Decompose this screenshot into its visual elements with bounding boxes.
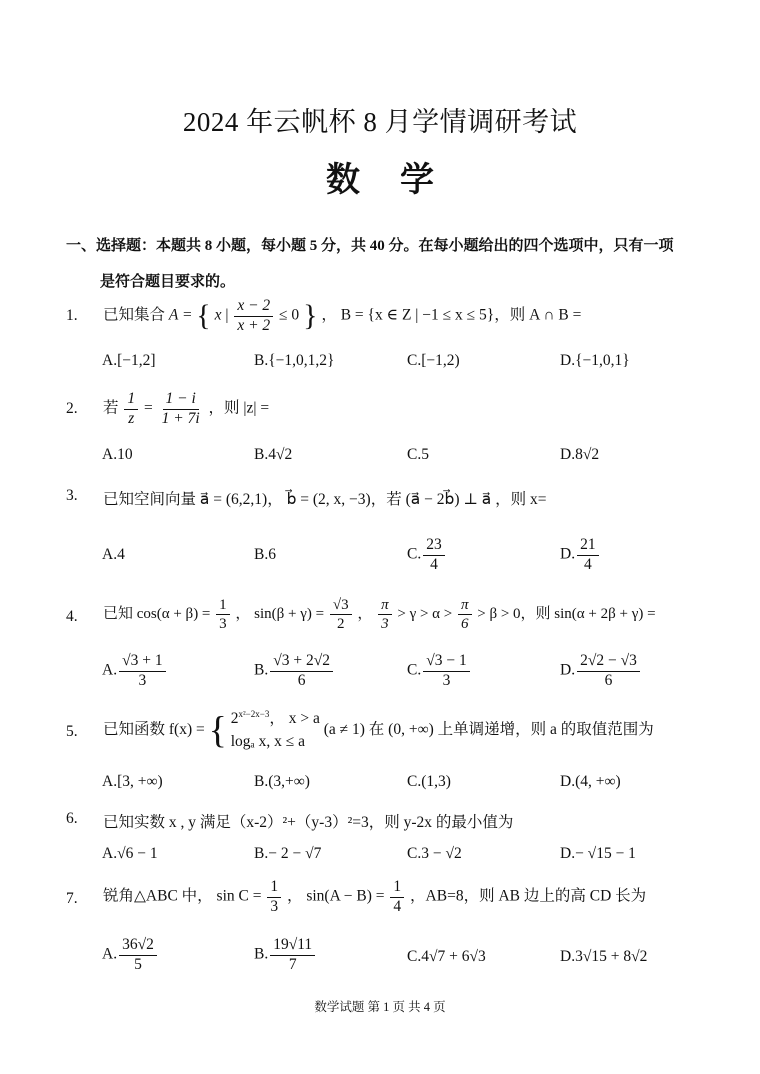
question-stem xyxy=(103,390,269,428)
stem-text: 锐角△ABC 中， sin C = xyxy=(103,887,262,905)
fraction-numerator: 1 − i xyxy=(163,390,199,410)
fraction-numerator: √3 + 2√2 xyxy=(270,652,333,672)
section-heading xyxy=(66,228,706,300)
stem-text: ， sin(A − B) = xyxy=(286,887,385,905)
option-c[interactable]: C.3 − √2 xyxy=(407,845,462,862)
option-d[interactable]: D.{−1,0,1} xyxy=(560,352,630,369)
question-stem xyxy=(103,878,646,916)
option-c[interactable]: C.5 xyxy=(407,446,429,463)
fraction-denominator: 3 xyxy=(219,616,227,632)
set-a-var: x xyxy=(214,306,222,324)
fraction xyxy=(159,390,203,428)
question-number: 7. xyxy=(66,890,78,907)
fraction-denominator: 4 xyxy=(430,555,438,573)
stem-text: ， sin(β + γ) = xyxy=(235,605,325,622)
fraction-denominator: x + 2 xyxy=(237,316,271,334)
right-brace-icon: } xyxy=(303,299,318,333)
fraction-denominator: 6 xyxy=(297,671,306,689)
set-b-text: ， B = {x ∈ Z | −1 ≤ x ≤ 5}，则 A ∩ B = xyxy=(321,306,582,324)
option-b[interactable]: B.4√2 xyxy=(254,446,293,463)
question-number: 3. xyxy=(66,487,78,504)
fraction-numerator: π xyxy=(378,596,392,615)
option-b[interactable]: B.6 xyxy=(254,546,276,563)
question-number: 2. xyxy=(66,400,78,417)
fraction-numerator: 36√2 xyxy=(119,936,157,956)
stem-text: ， xyxy=(357,605,373,622)
fraction-numerator: 1 xyxy=(216,596,230,615)
option-label: D. xyxy=(560,661,576,679)
fraction-numerator: 1 xyxy=(124,390,138,410)
option-a[interactable]: A.√6 − 1 xyxy=(102,845,158,862)
option-b[interactable]: B.− 2 − √7 xyxy=(254,845,322,862)
question-stem: 已知空间向量 a⃗ = (6,2,1)， b⃗ = (2, x, −3)，若 (a⃗ − 2b⃗) ⊥ a⃗ ，则 x= xyxy=(103,491,547,508)
option-label: B. xyxy=(254,661,269,679)
fraction-numerator: 21 xyxy=(577,536,599,556)
piecewise-function xyxy=(231,707,320,754)
piece-1 xyxy=(231,707,320,730)
question-2 xyxy=(66,390,706,430)
option-d[interactable] xyxy=(560,536,601,574)
stem-text: 已知函数 f(x) = xyxy=(103,720,205,738)
option-label: C. xyxy=(407,545,422,563)
bar-icon: | xyxy=(225,306,229,324)
question-number: 5. xyxy=(66,723,78,740)
option-a[interactable] xyxy=(102,652,168,690)
option-label: B. xyxy=(254,945,269,963)
option-d[interactable]: D.3√15 + 8√2 xyxy=(560,948,648,965)
fraction-numerator: √3 + 1 xyxy=(119,652,166,672)
fraction-numerator: π xyxy=(458,596,472,615)
page-footer: 数学试题 第 1 页 共 4 页 xyxy=(314,1000,446,1014)
left-brace-icon: { xyxy=(196,299,211,333)
option-c[interactable]: C.4√7 + 6√3 xyxy=(407,948,486,965)
question-stem xyxy=(103,707,654,754)
option-b[interactable]: B.(3,+∞) xyxy=(254,773,310,790)
fraction-denominator: 4 xyxy=(393,897,402,915)
fraction-denominator: 5 xyxy=(134,955,142,973)
option-b[interactable] xyxy=(254,936,317,974)
option-d[interactable]: D.8√2 xyxy=(560,446,600,463)
fraction-numerator: √3 xyxy=(330,596,352,615)
option-a[interactable]: A.[3, +∞) xyxy=(102,773,163,790)
question-number: 1. xyxy=(66,307,78,324)
equals-sign: = xyxy=(144,399,153,417)
stem-text: 已知集合 xyxy=(103,306,166,324)
subject-heading: 数学 xyxy=(326,162,474,199)
piece-1-exponent: x²−2x−3 xyxy=(238,708,270,719)
stem-text: ，AB=8，则 AB 边上的高 CD 长为 xyxy=(410,887,647,905)
stem-text: > β > 0，则 sin(α + 2β + γ) = xyxy=(477,605,656,622)
option-label: C. xyxy=(407,661,422,679)
fraction-denominator: 3 xyxy=(381,616,389,632)
stem-text: 已知 cos(α + β) = xyxy=(103,605,211,622)
piece-2: logₐ x, x ≤ a xyxy=(230,733,306,751)
stem-text: ，则 |z| = xyxy=(208,399,270,417)
option-d[interactable]: D.(4, +∞) xyxy=(560,773,621,790)
question-number: 4. xyxy=(66,608,78,625)
fraction-numerator: 1 xyxy=(390,878,404,898)
fraction-denominator: 1 + 7i xyxy=(161,409,200,427)
piece-1-base: 2 xyxy=(230,710,239,727)
question-stem: 已知实数 x , y 满足（x-2）²+（y-3）²=3，则 y-2x 的最小值为 xyxy=(103,814,514,831)
fraction-numerator: x − 2 xyxy=(234,297,273,317)
question-stem xyxy=(103,297,581,335)
section-line-1: 一、选择题：本题共 8 小题，每小题 5 分，共 40 分。在每小题给出的四个选项中，只有一项 xyxy=(66,238,674,254)
fraction-denominator: 6 xyxy=(604,671,613,689)
section-line-2: 是符合题目要求的。 xyxy=(100,274,236,290)
set-a-relation: ≤ 0 xyxy=(279,306,300,324)
exam-title: 2024 年云帆杯 8 月学情调研考试 xyxy=(182,107,578,137)
stem-text: > γ > α > xyxy=(397,605,453,622)
stem-text: 若 xyxy=(103,399,119,417)
set-a-fraction xyxy=(234,297,273,335)
fraction-numerator: 2√2 − √3 xyxy=(577,652,640,672)
option-label: A. xyxy=(102,945,118,963)
fraction-denominator: 4 xyxy=(583,555,592,573)
question-7 xyxy=(66,878,706,922)
fraction-denominator: 3 xyxy=(442,671,451,689)
set-a-label: A = xyxy=(168,306,197,324)
option-c[interactable] xyxy=(407,536,447,574)
option-a[interactable]: A.[−1,2] xyxy=(102,352,156,369)
fraction-numerator: 23 xyxy=(423,536,445,556)
option-b[interactable]: B.{−1,0,1,2} xyxy=(254,352,335,369)
fraction xyxy=(124,390,138,428)
question-4 xyxy=(66,596,706,640)
option-d[interactable] xyxy=(560,652,642,690)
stem-text: (a ≠ 1) 在 (0, +∞) 上单调递增，则 a 的取值范围为 xyxy=(323,720,654,738)
option-a[interactable]: A.10 xyxy=(102,446,133,463)
fraction-denominator: 6 xyxy=(460,616,469,632)
question-number: 6. xyxy=(66,810,78,827)
question-1 xyxy=(66,297,706,337)
fraction-denominator: 3 xyxy=(270,897,279,915)
question-stem xyxy=(103,596,656,633)
fraction-denominator: z xyxy=(128,409,135,427)
fraction-denominator: 3 xyxy=(138,671,147,689)
option-d[interactable]: D.− √15 − 1 xyxy=(560,845,636,862)
piece-1-condition: ， x > a xyxy=(269,710,320,727)
option-c[interactable]: C.(1,3) xyxy=(407,773,451,790)
option-c[interactable]: C.[−1,2) xyxy=(407,352,460,369)
option-a[interactable] xyxy=(102,936,159,974)
question-5 xyxy=(66,707,706,757)
fraction-numerator: √3 − 1 xyxy=(423,652,470,672)
option-b[interactable] xyxy=(254,652,335,690)
question-6 xyxy=(66,810,706,834)
question-3 xyxy=(66,487,706,511)
fraction-denominator: 7 xyxy=(288,955,297,973)
option-a[interactable]: A.4 xyxy=(102,546,125,563)
fraction-denominator: 2 xyxy=(336,616,345,632)
left-brace-icon: { xyxy=(208,709,227,752)
fraction-numerator: 19√11 xyxy=(270,936,315,956)
option-label: A. xyxy=(102,661,118,679)
option-label: D. xyxy=(560,545,576,563)
fraction-numerator: 1 xyxy=(267,878,281,898)
option-c[interactable] xyxy=(407,652,472,690)
